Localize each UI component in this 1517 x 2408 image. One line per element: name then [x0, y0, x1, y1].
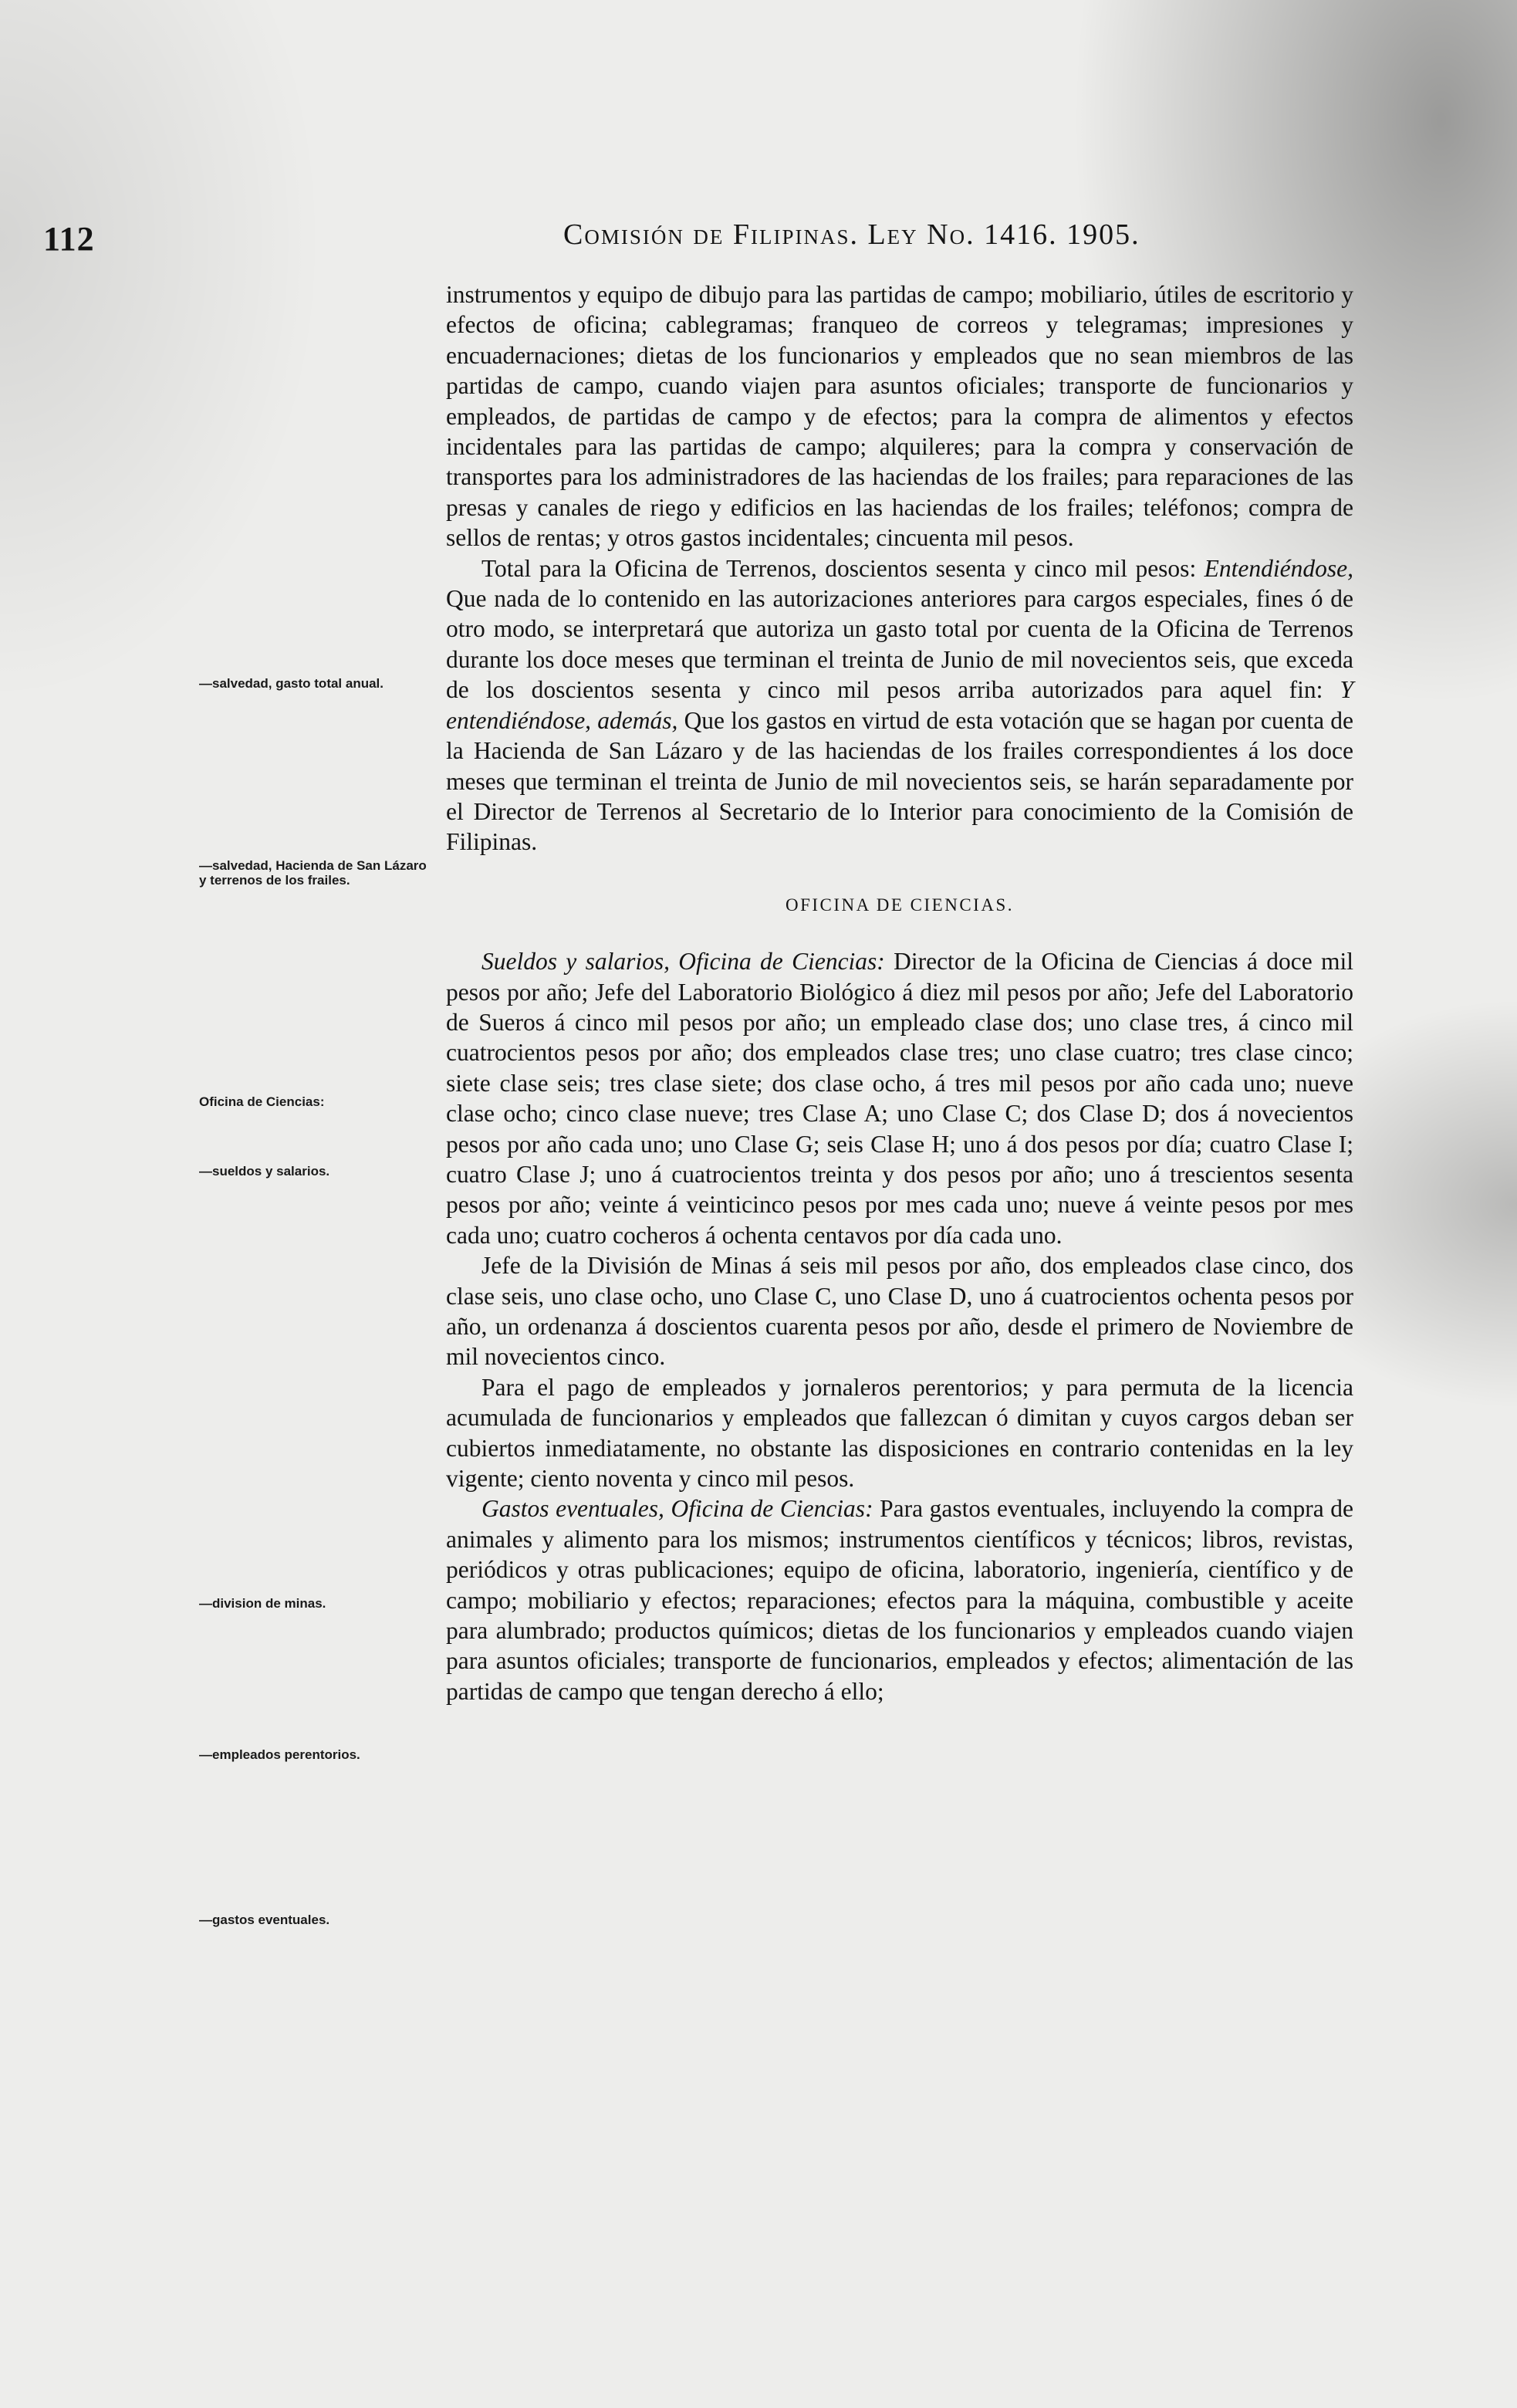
margin-note-sueldos: —sueldos y salarios.	[199, 1164, 330, 1179]
paragraph-perentorios: Para el pago de empleados y jornaleros perentorios; y para permuta de la licencia acumulada de funcionarios y empleados que fallezcan ó dimitan y cuyos cargos deban ser cubiertos inmediatamente, no obstante las disposiciones en contrario contenidas en la ley vigente; ciento noventa y cinco mil pesos.	[446, 1373, 1353, 1493]
margin-note-salvedad-gasto: —salvedad, gasto total anual.	[199, 676, 384, 691]
margin-note-minas: —division de minas.	[199, 1596, 326, 1611]
paragraph-sueldos: Sueldos y salarios, Oficina de Ciencias: Director de la Oficina de Ciencias á doce mil pesos por año; Jefe del Laboratorio Biológico á diez mil pesos por año; Jefe del Laboratorio de Sueros á cinco mil pesos por año; un empleado clase dos; uno clase tres, á cinco mil cuatrocientos pesos por año; dos empleados clase tres; uno clase cuatro; tres clase cinco; siete clase seis; tres clase siete; dos clase ocho, á tres mil pesos por año cada uno; nueve clase ocho; cinco clase nueve; tres Clase A; uno Clase C; dos Clase D; dos á novecientos pesos por año cada uno; uno Clase G; seis Clase H; uno á dos pesos por día; cuatro Clase I; cuatro Clase J; uno á cuatrocientos treinta y dos pesos por año; uno á trescientos sesenta pesos por año; veinte á veinticinco pesos por mes cada uno; nueve á veinte pesos por mes cada uno; cuatro cocheros á ochenta centavos por día cada uno.	[446, 948, 1353, 1249]
paragraph-gastos-eventuales: Gastos eventuales, Oficina de Ciencias: Para gastos eventuales, incluyendo la compra de animales y alimento para los mismos; instrumentos científicos y técnicos; libros, revistas, periódicos y otras publicaciones; equipo de oficina, laboratorio, ingeniería, científico y de campo; mobiliario y efectos; reparaciones; efectos para la máquina, combustible y aceite para alumbrado; productos químicos; dietas de los funcionarios y empleados cuando viajen para asuntos oficiales; transporte de funcionarios, empleados y efectos; alimentación de las partidas de campo que tengan derecho á ello;	[446, 1495, 1353, 1705]
paragraph-total-terrenos: Total para la Oficina de Terrenos, doscientos sesenta y cinco mil pesos: Entendiéndose, Que nada de lo contenido en las autorizaciones anteriores para cargos especiales, fines ó de otro modo, se interpretará que autoriza un gasto total por cuenta de la Oficina de Terrenos durante los doce meses que terminan el treinta de Junio de mil novecientos seis, que exceda de los doscientos sesenta y cinco mil pesos arriba autorizados para aquel fin: Y entendiéndose, además, Que los gastos en virtud de esta votación que se hagan por cuenta de la Hacienda de San Lázaro y de las haciendas de los frailes correspondientes á los doce meses que terminan el treinta de Junio de mil novecientos seis, se harán separadamente por el Director de Terrenos al Secretario de lo Interior para conocimiento de la Comisión de Filipinas.	[446, 554, 1353, 856]
paragraph-division-minas: Jefe de la División de Minas á seis mil pesos por año, dos empleados clase cinco, dos clase seis, uno clase ocho, uno Clase C, uno Clase D, uno á cuatrocientos ochenta pesos por año, un ordenanza á doscientos cuarenta pesos por año, desde el primero de Noviembre de mil novecientos cinco.	[446, 1252, 1353, 1371]
margin-note-gastos-eventuales: —gastos eventuales.	[199, 1913, 330, 1927]
margin-note-salvedad-hacienda: —salvedad, Hacienda de San Lázaro y terrenos de los frailes.	[199, 858, 427, 888]
page-number: 112	[43, 220, 95, 258]
body-text	[446, 279, 1353, 1706]
running-title: Comisión de Filipinas. Ley No. 1416. 1905.	[563, 218, 1140, 251]
margin-note-oficina-ciencias: Oficina de Ciencias:	[199, 1094, 325, 1109]
paragraph-continuation: instrumentos y equipo de dibujo para las partidas de campo; mobiliario, útiles de escritorio y efectos de oficina; cablegramas; franqueo de correos y telegramas; impresiones y encuadernaciones; dietas de los funcionarios y empleados que no sean miembros de las partidas de campo, cuando viajen para asuntos oficiales; transporte de funcionarios y empleados, de partidas de campo y de efectos; para la compra de alimentos y efectos incidentales para las partidas de campo; alquileres; para la compra y conservación de transportes para los administradores de las haciendas de los frailes; para reparaciones de las presas y canales de riego y edificios en las haciendas de los frailes; teléfonos; compra de sellos de rentas; y otros gastos incidentales; cincuenta mil pesos.	[446, 281, 1353, 552]
section-heading: OFICINA DE CIENCIAS.	[786, 895, 1014, 915]
margin-note-perentorios: —empleados perentorios.	[199, 1747, 360, 1762]
